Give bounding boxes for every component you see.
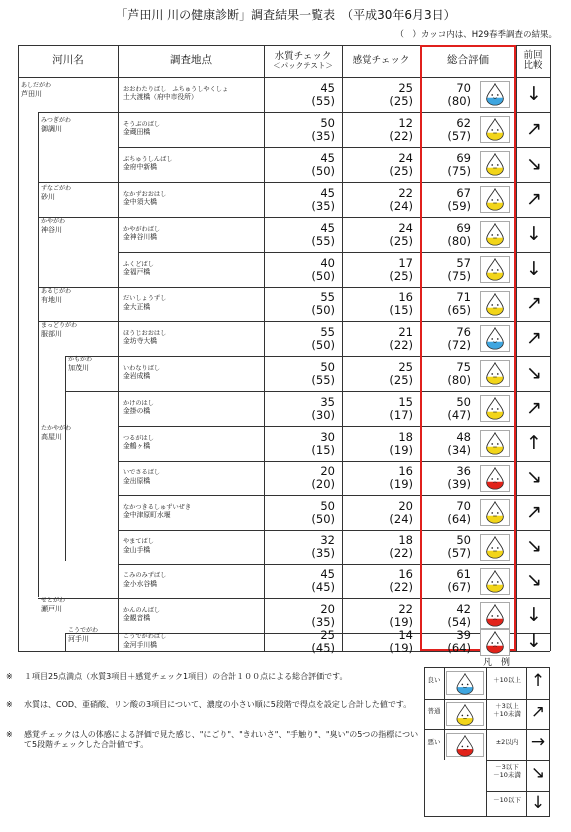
location-name: やまてばし 金山手橋 — [123, 538, 154, 554]
table-vline — [342, 45, 343, 651]
arrow-up-right-icon: ↗ — [526, 292, 542, 314]
table-vline — [65, 356, 66, 561]
total-score: 69 (75) — [447, 150, 471, 178]
water-drop-face-icon — [486, 502, 505, 525]
subnote: （ ）カッコ内は、H29春季調査の結果。 — [395, 30, 557, 40]
legend-bad-figure — [446, 733, 484, 757]
sense-score: 16 (19) — [389, 464, 413, 492]
evaluation-figure — [480, 256, 510, 283]
evaluation-figure — [480, 629, 510, 656]
sense-score: 25 (25) — [389, 359, 413, 387]
header-river: 河川名 — [52, 54, 84, 67]
evaluation-figure — [480, 81, 510, 108]
location-name: かやがわばし 金神谷川橋 — [123, 225, 161, 242]
legend-vline — [444, 667, 445, 760]
evaluation-figure — [480, 602, 510, 629]
table-hline — [118, 426, 550, 427]
total-score: 57 (75) — [447, 255, 471, 283]
evaluation-figure — [480, 568, 510, 595]
arrow-down-right-icon: ↘ — [526, 535, 542, 557]
evaluation-figure — [480, 534, 510, 561]
water-score: 32 (35) — [311, 533, 335, 561]
water-score: 45 (55) — [311, 80, 335, 108]
water-drop-face-icon — [481, 431, 509, 456]
sense-score: 17 (25) — [389, 255, 413, 283]
total-score: 70 (64) — [447, 498, 471, 526]
water-drop-face-icon — [447, 672, 483, 696]
legend-range-5: －10以下 — [493, 796, 521, 804]
river-ashida: あしだがわ 芦田川 — [21, 82, 52, 98]
water-drop-face-icon — [481, 466, 509, 491]
note-1: ※ １項目25点満点（水質3項目＋感覚チェック1項目）の合計１００点による総合評価です。 — [6, 672, 348, 681]
location-name: なかつきるしゅずいぜき 金中津原町水堰 — [123, 503, 192, 520]
location-name: だいしょうずし 金大正橋 — [123, 295, 167, 311]
header-location: 調査地点 — [170, 54, 212, 67]
water-drop-face-icon — [481, 187, 509, 212]
sense-score: 24 (25) — [389, 150, 413, 178]
water-score: 25 (45) — [311, 628, 335, 656]
water-drop-face-icon — [481, 569, 509, 594]
legend-good-figure — [446, 671, 484, 695]
total-score: 69 (80) — [447, 220, 471, 248]
water-score: 20 (35) — [311, 601, 335, 629]
evaluation-figure — [480, 499, 510, 526]
arrow-down-icon: ↓ — [526, 82, 542, 105]
sense-score: 20 (24) — [389, 498, 413, 526]
total-score: 67 (59) — [447, 185, 471, 213]
legend-range-4: －3以下 －10未満 — [493, 763, 521, 779]
river-mitsugi: みつぎがわ 御調川 — [41, 117, 71, 133]
legend-hline — [424, 729, 550, 730]
table-vline — [18, 45, 19, 651]
arrow-down-right-icon: ↘ — [526, 569, 542, 591]
legend-title: 凡 例 — [483, 658, 511, 668]
sense-score: 14 (19) — [389, 628, 413, 656]
table-vline — [38, 112, 39, 597]
total-score: 76 (72) — [447, 324, 471, 352]
river-seto: せとがわ 瀬戸川 — [41, 597, 66, 613]
water-score: 45 (50) — [311, 150, 335, 178]
water-drop-face-icon — [447, 734, 483, 758]
location-name: こうでがわばし 金河手川橋 — [123, 633, 167, 649]
arrow-down-icon: ↓ — [526, 630, 542, 652]
table-vline — [420, 45, 421, 651]
legend-good-label: 良い — [427, 676, 441, 684]
table-vline — [65, 633, 66, 651]
water-drop-face-icon — [456, 674, 474, 696]
river-takaya: たかやがわ 高屋川 — [41, 425, 72, 441]
table-hline — [38, 287, 550, 288]
header-prev-line1: 前回 — [523, 49, 543, 61]
water-drop-face-icon — [481, 500, 509, 525]
header-total: 総合評価 — [447, 54, 489, 67]
legend-range-1: ＋10以上 — [493, 676, 521, 684]
arrow-up-right-icon: ↗ — [526, 396, 542, 419]
legend-vline — [486, 667, 487, 817]
legend-hline — [486, 791, 550, 792]
water-score: 35 (30) — [311, 394, 335, 422]
table-hline — [38, 321, 550, 322]
table-hline — [118, 564, 550, 565]
total-score: 71 (65) — [447, 290, 471, 318]
water-drop-face-icon — [486, 631, 505, 654]
river-aruji: あるじがわ 有地川 — [41, 288, 72, 304]
table-hline — [18, 45, 550, 46]
location-name: こみのみずばし 金小水谷橋 — [123, 572, 167, 588]
water-drop-face-icon — [481, 603, 509, 628]
water-drop-face-icon — [481, 82, 509, 107]
river-kaya: かやがわ 神谷川 — [41, 218, 66, 234]
table-hline — [118, 495, 550, 496]
evaluation-figure — [480, 395, 510, 422]
legend-range-2: ＋3以上 ＋10未満 — [493, 702, 521, 718]
water-drop-face-icon — [481, 326, 509, 351]
water-score: 55 (50) — [311, 324, 335, 352]
water-score: 50 (50) — [311, 498, 335, 526]
water-drop-face-icon — [481, 257, 509, 282]
evaluation-figure — [480, 360, 510, 387]
water-drop-face-icon — [481, 361, 509, 386]
river-sunago: ずなごがわ 砂川 — [41, 185, 72, 201]
header-prev-line2: 比較 — [523, 60, 543, 71]
water-drop-face-icon — [481, 117, 509, 142]
table-hline — [118, 147, 550, 148]
water-drop-face-icon — [486, 84, 505, 107]
water-score: 30 (15) — [311, 429, 335, 457]
water-score: 50 (35) — [311, 115, 335, 143]
total-score: 50 (57) — [447, 533, 471, 561]
evaluation-figure — [480, 186, 510, 213]
sense-score: 22 (24) — [389, 185, 413, 213]
table-vline — [118, 45, 119, 651]
table-hline — [118, 461, 550, 462]
legend-bad-label: 悪い — [427, 738, 441, 746]
river-koude: こうでがわ 河手川 — [68, 627, 99, 643]
water-score: 55 (50) — [311, 290, 335, 318]
sense-score: 16 (22) — [389, 567, 413, 595]
location-name: いでさるばし 金出原橋 — [123, 469, 161, 485]
location-name: ほうじおおはし 金坊寺大橋 — [123, 329, 167, 346]
legend-arrow-down-icon: ↓ — [530, 793, 546, 813]
total-score: 39 (64) — [447, 628, 471, 656]
sense-score: 18 (19) — [389, 429, 413, 457]
water-drop-face-icon — [486, 433, 505, 456]
water-drop-face-icon — [486, 570, 505, 593]
evaluation-figure — [480, 221, 510, 248]
header-water — [264, 45, 342, 77]
table-vline — [516, 45, 517, 651]
water-drop-face-icon — [486, 536, 505, 559]
water-drop-face-icon — [486, 467, 505, 490]
sense-score: 22 (19) — [389, 601, 413, 629]
legend-arrow-up-icon: ↑ — [530, 671, 546, 691]
evaluation-figure — [480, 430, 510, 457]
sense-score: 18 (22) — [389, 533, 413, 561]
page-title: 「芦田川 川の健康診断」調査結果一覧表 （平成30年6月3日） — [115, 8, 456, 22]
sense-score: 15 (17) — [389, 394, 413, 422]
water-drop-face-icon — [447, 703, 483, 727]
legend-range-3: ±2以内 — [495, 738, 519, 746]
table-hline — [65, 391, 550, 392]
water-drop-face-icon — [486, 328, 505, 351]
table-hline — [65, 356, 550, 357]
water-score: 45 (45) — [311, 567, 335, 595]
evaluation-figure — [480, 151, 510, 178]
water-drop-face-icon — [486, 224, 505, 247]
water-drop-face-icon — [486, 154, 505, 177]
header-prev — [516, 45, 550, 77]
arrow-up-icon: ↑ — [526, 431, 542, 454]
water-score: 40 (50) — [311, 255, 335, 283]
arrow-down-right-icon: ↘ — [526, 152, 542, 175]
water-drop-face-icon — [481, 396, 509, 421]
table-hline — [18, 77, 550, 78]
table-hline — [118, 530, 550, 531]
legend-arrow-right-icon: → — [530, 732, 546, 752]
water-drop-face-icon — [486, 363, 505, 386]
water-drop-face-icon — [486, 259, 505, 282]
arrow-down-right-icon: ↘ — [526, 361, 542, 384]
location-name: ふくどばし 金福戸橋 — [123, 260, 154, 277]
table-hline — [38, 598, 550, 599]
location-name: かんのんばし 金観音橋 — [123, 606, 161, 623]
water-drop-face-icon — [481, 152, 509, 177]
results-table — [18, 45, 550, 656]
legend-normal-figure — [446, 702, 484, 726]
location-name: かけのはし 金掛の橋 — [123, 399, 154, 416]
header-water-label: 水質チェック — [274, 50, 332, 62]
water-drop-face-icon — [456, 705, 474, 727]
note-2: ※ 水質は、COD、亜硝酸、リン酸の3項目について、濃度の小さい順に5段階で得点を設定し合計した値です。 — [6, 700, 412, 709]
water-drop-face-icon — [481, 535, 509, 560]
sense-score: 25 (25) — [389, 80, 413, 108]
evaluation-figure — [480, 116, 510, 143]
sense-score: 24 (25) — [389, 220, 413, 248]
header-sense: 感覚チェック — [352, 54, 410, 66]
sense-score: 12 (22) — [389, 115, 413, 143]
water-drop-face-icon — [481, 222, 509, 247]
water-score: 45 (35) — [311, 185, 335, 213]
table-hline — [118, 252, 550, 253]
sense-score: 21 (22) — [389, 324, 413, 352]
water-drop-face-icon — [486, 189, 505, 212]
total-score: 50 (47) — [447, 394, 471, 422]
evaluation-figure — [480, 325, 510, 352]
location-name: ぶちゅうしんばし 金府中新橋 — [123, 155, 173, 172]
water-score: 45 (55) — [311, 220, 335, 248]
header-water-sub: ＜パックテスト＞ — [273, 61, 333, 71]
table-vline — [550, 45, 551, 651]
location-name: なかずおおはし 金中須大橋 — [123, 190, 167, 207]
arrow-down-icon: ↓ — [526, 257, 542, 280]
total-score: 48 (34) — [447, 429, 471, 457]
water-drop-face-icon — [456, 736, 474, 758]
table-hline — [38, 182, 550, 183]
note-3: ※ 感覚チェックは人の体感による評価で見た感じ、"にごり"、"きれいさ"、"手触り"、"臭い"の5つの指標について5段階チェックした合計値です。 — [6, 730, 419, 750]
sense-score: 16 (15) — [389, 290, 413, 318]
arrow-down-right-icon: ↘ — [526, 466, 542, 488]
water-drop-face-icon — [481, 630, 509, 655]
legend-arrow-up-right-icon: ↗ — [530, 702, 546, 722]
location-name: つるがはし 金鶴ヶ橋 — [123, 434, 154, 451]
legend-arrow-down-right-icon: ↘ — [530, 763, 546, 783]
evaluation-figure — [480, 291, 510, 318]
water-drop-face-icon — [486, 119, 505, 142]
legend — [424, 667, 552, 817]
water-drop-face-icon — [486, 398, 505, 421]
location-name: おおわたりばし ふちゅうしやくしょ 土大渡橋（府中市役所） — [123, 85, 229, 102]
legend-hline — [424, 699, 550, 700]
arrow-down-icon: ↓ — [526, 222, 542, 245]
legend-hline — [486, 760, 550, 761]
total-score: 42 (54) — [447, 601, 471, 629]
river-kamo: かもがわ 加茂川 — [68, 356, 93, 372]
arrow-down-icon: ↓ — [526, 603, 542, 626]
river-hattori: まっどりがわ 服部川 — [41, 322, 78, 338]
water-score: 50 (55) — [311, 359, 335, 387]
location-name: そうぶのばし 金蔵田橋 — [123, 120, 161, 137]
table-hline — [38, 217, 550, 218]
water-drop-face-icon — [486, 293, 505, 316]
table-hline — [38, 112, 550, 113]
total-score: 62 (57) — [447, 115, 471, 143]
arrow-up-right-icon: ↗ — [526, 117, 542, 140]
total-score: 61 (67) — [447, 567, 471, 595]
legend-vline — [526, 667, 527, 817]
arrow-up-right-icon: ↗ — [526, 187, 542, 210]
legend-normal-label: 普通 — [427, 707, 441, 715]
table-vline — [264, 45, 265, 651]
location-name: いわなりばし 金岩成橋 — [123, 364, 161, 381]
total-score: 36 (39) — [447, 464, 471, 492]
water-drop-face-icon — [486, 605, 505, 628]
water-drop-face-icon — [481, 292, 509, 317]
arrow-up-right-icon: ↗ — [526, 500, 542, 523]
total-score: 70 (80) — [447, 80, 471, 108]
total-score: 75 (80) — [447, 359, 471, 387]
evaluation-figure — [480, 465, 510, 492]
water-score: 20 (20) — [311, 464, 335, 492]
arrow-up-right-icon: ↗ — [526, 326, 542, 349]
